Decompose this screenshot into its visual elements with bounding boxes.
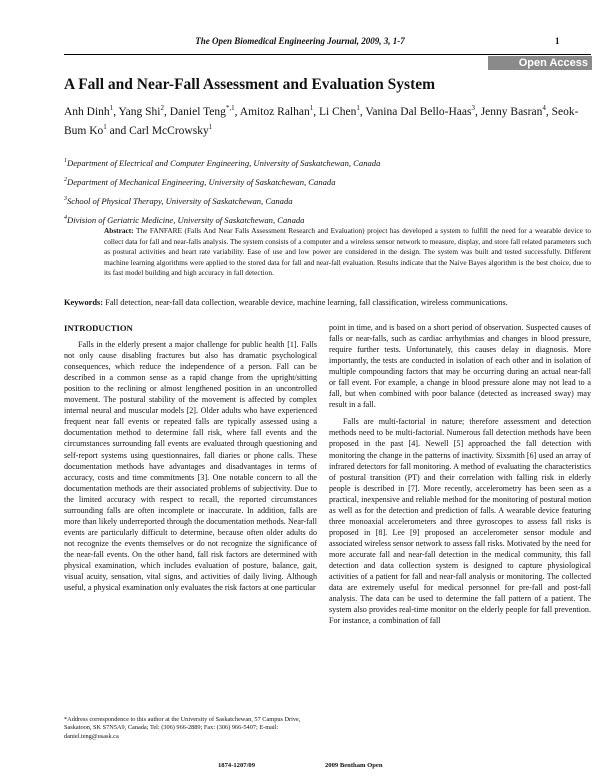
keywords: [64, 297, 591, 309]
right-column: [329, 322, 591, 626]
open-access-badge: Open Access: [488, 56, 592, 70]
affiliation-line: [64, 172, 584, 191]
affiliation-marker: 2: [64, 176, 67, 183]
affiliation-line: [64, 153, 584, 172]
keywords-text: Fall detection, near-fall data collection, wearable device, machine learning, fall classification, wireless communications.: [105, 298, 508, 307]
author-name: Carl McCrowsky: [129, 124, 209, 137]
author-affiliation-marker: 1: [103, 122, 107, 131]
author-list: Anh Dinh$^1$, Yang Shi$^2$, Daniel Teng$^{*,1}$, Amitoz Ralhan$^1$, Li Chen$^1$, Vanina Dal Bello-Haas$^3$, Jenny Basran$^4$, Seok-Bum Ko$^1$ and Carl McCrowsky$^1$: [64, 104, 579, 137]
intro-paragraph-1: Falls in the elderly present a major challenge for public health [1]. Falls not only cause disabling fractures but also has dramatic psychological consequences, which reduce the independence of a person. Fall can be described in a common sense as a rapid change from the upright/sitting position to the reclining or almost lengthened position in an uncontrolled movement. The postural stability of the movement is affected by complex internal neural and muscular models [2]. Older adults who have experienced frequent near fall events or repeated falls are typically assessed using a documentation method to determine fall risk, where fall events and the circumstances surrounding fall events are evaluated through questioning and self-report systems using questionnaires, fall diaries or phone calls. These documentation methods have advantages and disadvantages in terms of accuracy, costs and time commitments [3]. One notable concern to all the documentation methods are their associated problems of subjectivity. Due to the limited accuracy with respect to recall, the reported circumstances surrounding falls are often incomplete or inaccurate. In addition, falls are more than likely underreported through the documentation methods. Near-fall events are particularly difficult to determine, because often older adults do not recognize the events themselves or do not recognize the significance of the near-fall events. On the other hand, fall risk factors are determined with physical examination, which includes evaluation of posture, balance, gait, visual acuity, sensation, vital signs, and activities of daily living. Although useful, a physical examination only evaluates the risk factors at one particular: [64, 340, 317, 593]
author-affiliation-marker: 1: [109, 104, 114, 112]
affiliation-text: Department of Electrical and Computer Engineering, University of Saskatchewan, Canada: [67, 157, 381, 168]
author-affiliation-marker: 1: [208, 122, 213, 131]
author-name: Amitoz Ralhan: [239, 105, 310, 118]
author-affiliation-marker: 2: [160, 104, 164, 112]
correspondence-footnote: *Address correspondence to this author at the University of Saskatchewan, 57 Campus Drive, Saskatoon, SK S7N5A9, Canada; Tel: (306) 966-2889; Fax: (306) 966-5407; E-mail: daniel.teng@usask.ca: [64, 716, 301, 740]
author-affiliation-marker: 1: [356, 104, 360, 112]
affiliations: [64, 153, 584, 228]
author-affiliation-marker: 4: [542, 104, 546, 112]
author-name: Seok-Bum Ko: [64, 105, 579, 137]
affiliation-text: Department of Mechanical Engineering, University of Saskatchewan, Canada: [67, 176, 336, 187]
left-column: [64, 323, 317, 593]
footer-issn: 1874-1207/09: [218, 762, 255, 769]
keywords-label: Keywords:: [64, 298, 104, 307]
abstract-label: Abstract:: [104, 226, 134, 235]
page-number: 1: [555, 36, 560, 46]
journal-header: The Open Biomedical Engineering Journal, 2009, 3, 1-7: [195, 36, 405, 46]
intro-paragraph-2: Falls are multi-factorial in nature; therefore assessment and detection methods need to be multi-factorial. Numerous fall detection methods have been proposed in the past [4]. Newell [5] approached the fall detection with monitoring the change in the patterns of inactivity. Sixsmith [6] used an array of infrared detectors for fall monitoring. A method of evaluating the characteristics of postural transition (PT) and their correlation with falling risk in elderly people is described in [7]. More recently, accelerometry has been seen as a practical, inexpensive and reliable method for the monitoring of postural motion as well as for the detection and prediction of falls. A wearable device featuring three monoaxial accelerometers and three gyroscopes to assess fall risks is proposed in [8]. Lee [9] proposed an accelerometer sensor module and associated wireless sensor network to assess fall risks. Motivated by the need for more accurate fall and near-fall detection in the medical community, this fall detection and data collection system is designed to capture physiological activities of a patient for fall and near-fall analysis or monitoring. The collected data are extremely useful for medical personnel for pre-fall and post-fall analysis. The data can be used to determine the fall pattern of a patient. The system also provides real-time monitor on the elderly people for fall prevention. For instance, a combination of fall: [329, 417, 591, 626]
affiliation-text: Division of Geriatric Medicine, University of Saskatchewan, Canada: [67, 214, 305, 225]
abstract: [104, 226, 591, 279]
affiliation-marker: 4: [64, 214, 67, 221]
author-affiliation-marker: 1: [309, 104, 314, 112]
author-affiliation-marker: *,1: [225, 104, 235, 112]
author-affiliation-marker: 3: [471, 104, 475, 112]
affiliation-text: School of Physical Therapy, University of Saskatchewan, Canada: [67, 195, 293, 206]
article-title: A Fall and Near-Fall Assessment and Evaluation System: [64, 76, 436, 93]
intro-paragraph-1-continued: point in time, and is based on a short period of observation. Suspected causes of falls or near-falls, such as cardiac arrhythmias and changes in blood pressure, require further tests. Unfortunately, this causes delay in diagnosis. More importantly, the tests are conducted in isolation of each other and in isolation of multiple compounding factors that may be occurring during an actual near-fall or fall event. For example, a change in blood pressure alone may not lead to a fall, but when combined with poor balance (detected as increased sway) may result in a fall.: [329, 323, 591, 410]
author-name: Anh Dinh: [64, 105, 110, 118]
author-name: Yang Shi: [118, 105, 161, 118]
author-name: Daniel Teng: [169, 105, 226, 118]
header-rule: [64, 54, 591, 55]
author-name: Li Chen: [318, 105, 357, 118]
abstract-text: The FANFARE (Falls And Near Falls Assessment Research and Evaluation) project has developed a system to fulfill the need for a wearable device to collect data for fall and near-falls analysis. The system consists of a computer and a wireless sensor network to measure, display, and store fall related parameters such as postural activities and heart rate variability. Ease of use and low power are considered in the design. The system was built and tested successfully. Different machine learning algorithms were applied to the stored data for fall and near-fall evaluation. Results indicate that the Naive Bayes algorithm is the best choice, due to its fast model building and high accuracy in fall detection.: [104, 226, 591, 278]
section-heading-introduction: INTRODUCTION: [64, 323, 133, 333]
footer-publisher: 2009 Bentham Open: [325, 762, 383, 769]
affiliation-marker: 3: [64, 195, 67, 202]
affiliation-line: [64, 191, 584, 210]
author-name: Vanina Dal Bello-Haas: [365, 105, 472, 118]
author-name: Jenny Basran: [480, 105, 543, 118]
affiliation-marker: 1: [64, 158, 67, 164]
